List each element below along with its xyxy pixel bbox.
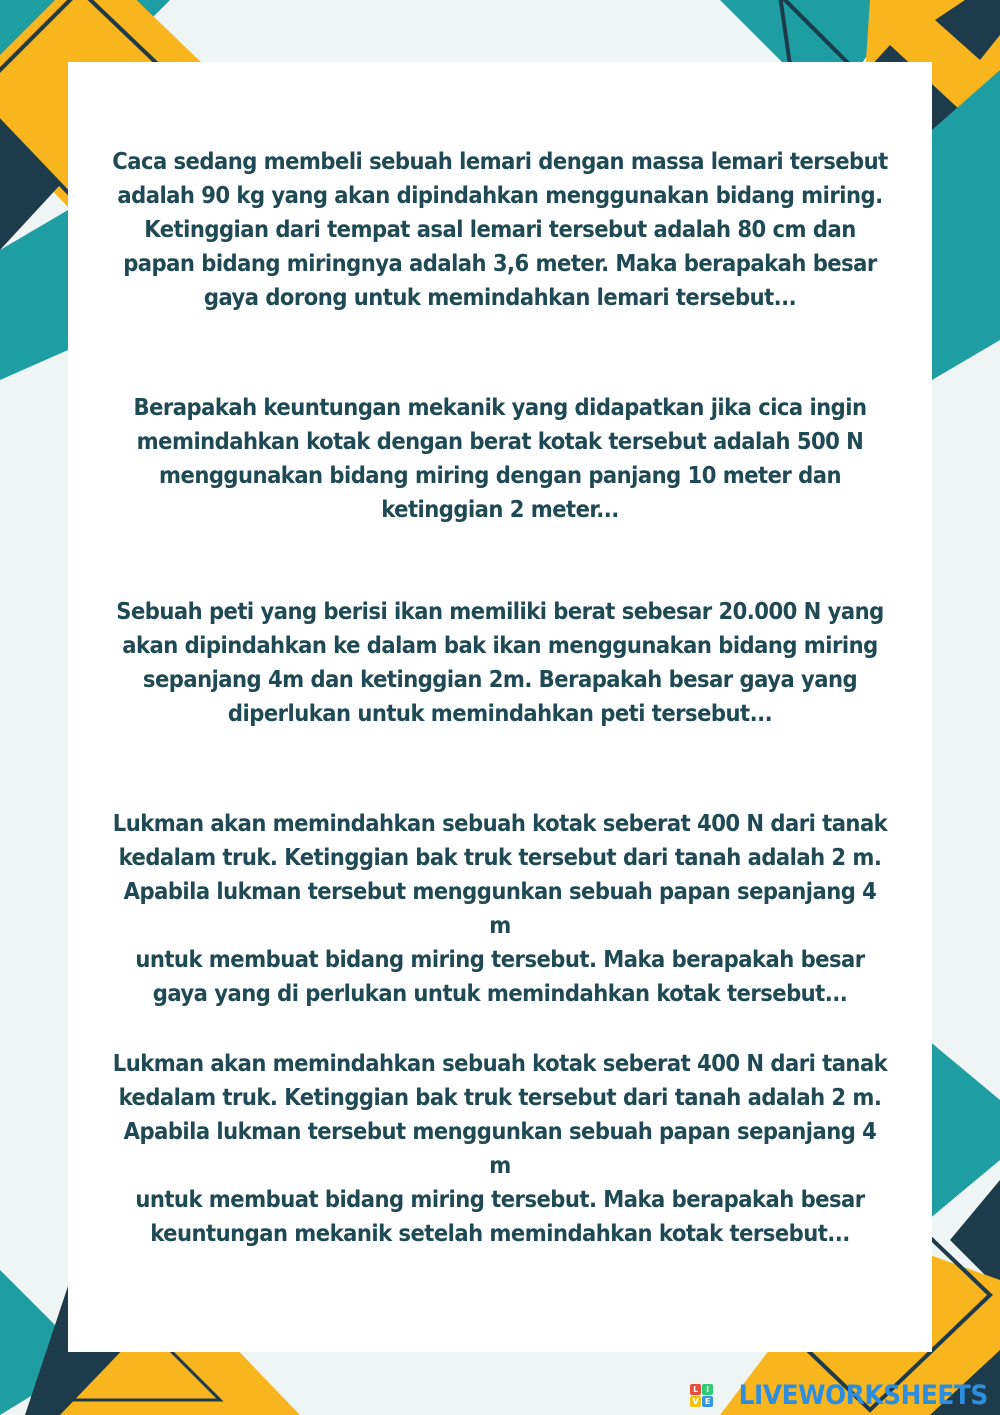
liveworksheets-brand: LIVEWORKSHEETS [738,1380,988,1411]
question-3: Sebuah peti yang berisi ikan memiliki berat sebesar 20.000 N yang akan dipindahkan ke dalam bak ikan menggunakan bidang miring sepanjang 4m dan ketinggian 2m. Berapakah besar gaya yang diperlukan untuk memindahkan peti tersebut... [116,597,884,727]
logo-letter-e: E [702,1396,713,1407]
logo-letter-v: V [690,1396,701,1407]
question-4: Lukman akan memindahkan sebuah kotak seberat 400 N dari tanak kedalam truk. Ketinggian bak truk tersebut dari tanah adalah 2 m. Apabila lukman tersebut menggunkan sebuah papan sepanjang 4 m untuk membuat bidang miring tersebut. Maka berapakah besar gaya yang di perlukan untuk memindahkan kotak tersebut... [112,809,888,1007]
logo-letter-l: L [690,1384,701,1395]
question-2: Berapakah keuntungan mekanik yang didapatkan jika cica ingin memindahkan kotak dengan berat kotak tersebut adalah 500 N menggunakan bidang miring dengan panjang 10 meter dan ketinggian 2 meter... [133,393,867,523]
logo-letter-i: I [702,1384,713,1395]
liveworksheets-watermark [690,1380,988,1411]
liveworksheets-logo-icon [690,1384,713,1407]
question-1: Caca sedang membeli sebuah lemari dengan massa lemari tersebut adalah 90 kg yang akan dipindahkan menggunakan bidang miring. Ketinggian dari tempat asal lemari tersebut adalah 80 cm dan papan bidang miringnya adalah 3,6 meter. Maka berapakah besar gaya dorong untuk memindahkan lemari tersebut... [112,147,888,311]
question-5: Lukman akan memindahkan sebuah kotak seberat 400 N dari tanak kedalam truk. Ketinggian bak truk tersebut dari tanah adalah 2 m. Apabila lukman tersebut menggunkan sebuah papan sepanjang 4 m untuk membuat bidang miring tersebut. Maka berapakah besar keuntungan mekanik setelah memindahkan kotak tersebut... [112,1049,888,1247]
